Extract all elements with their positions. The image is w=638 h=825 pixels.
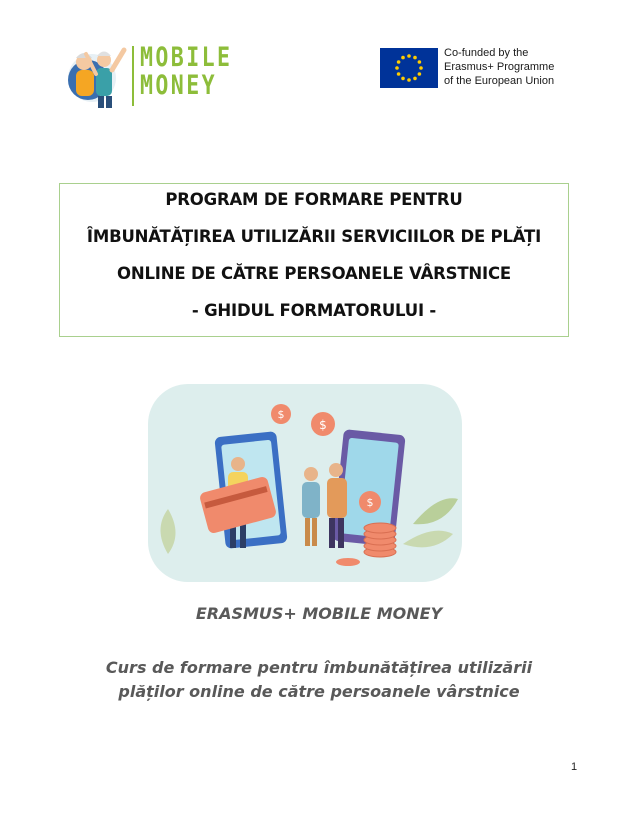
elderly-people-logo-icon xyxy=(66,40,136,110)
title-line-3: ONLINE DE CĂTRE PERSOANELE VÂRSTNICE xyxy=(117,264,511,283)
page-number: 1 xyxy=(571,761,578,773)
svg-text:$: $ xyxy=(319,418,327,432)
logo-line-1: MOBILE xyxy=(140,42,233,73)
svg-text:$: $ xyxy=(277,408,285,421)
eu-cofunded-logo xyxy=(380,46,580,92)
mobile-payment-illustration-icon xyxy=(148,384,462,582)
eu-text-line-1: Co-funded by the xyxy=(444,47,529,59)
title-line-4: - GHIDUL FORMATORULUI - xyxy=(191,301,437,320)
title-line-1: PROGRAM DE FORMARE PENTRU xyxy=(165,190,463,209)
mobile-money-logo xyxy=(66,40,233,110)
eu-text-line-2: Erasmus+ Programme xyxy=(444,61,555,73)
svg-text:$: $ xyxy=(366,496,374,509)
logo-line-2: MONEY xyxy=(140,70,218,101)
title-line-2: ÎMBUNĂTĂȚIREA UTILIZĂRII SERVICIILOR DE PLĂȚI xyxy=(86,227,542,246)
course-description-line-2: plăților online de către persoanele vârstnice xyxy=(118,682,520,701)
eu-cofunded-text xyxy=(444,46,554,88)
eu-text-line-3: of the European Union xyxy=(444,75,555,87)
mobile-payment-illustration xyxy=(148,384,462,582)
erasmus-heading: ERASMUS+ MOBILE MONEY xyxy=(195,604,443,623)
mobile-money-wordmark xyxy=(140,44,232,100)
eu-flag-icon xyxy=(380,48,438,88)
title-box xyxy=(59,183,569,337)
course-description-line-1: Curs de formare pentru îmbunătățirea utilizării xyxy=(105,658,533,677)
